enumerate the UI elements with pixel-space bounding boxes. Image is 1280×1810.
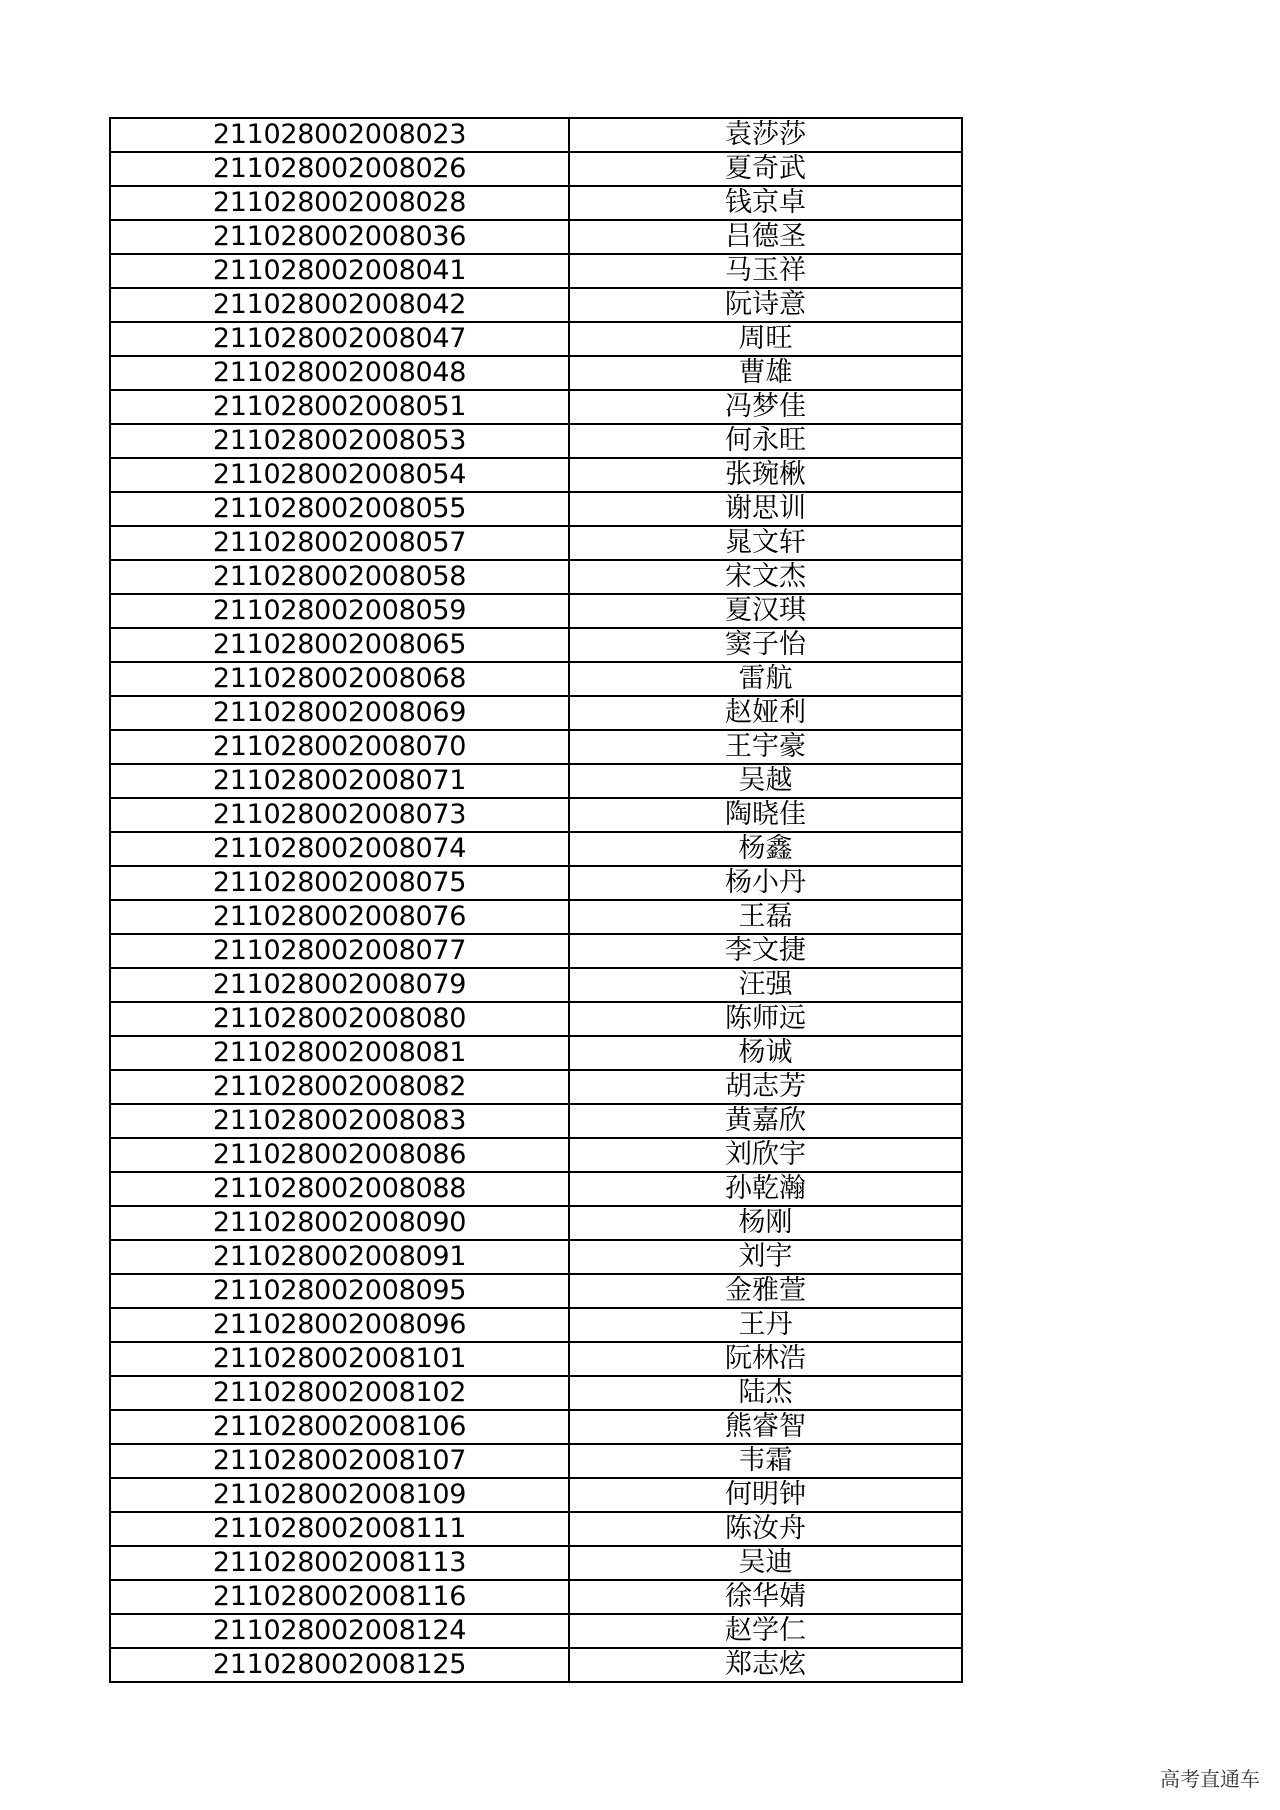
candidate-id-cell: 211028002008086	[110, 1138, 569, 1172]
candidate-name-cell: 何明钟	[569, 1478, 962, 1512]
candidate-name-cell: 刘宇	[569, 1240, 962, 1274]
table-row	[110, 322, 962, 356]
candidate-id-cell: 211028002008069	[110, 696, 569, 730]
table-row	[110, 526, 962, 560]
candidate-name-cell: 刘欣宇	[569, 1138, 962, 1172]
candidate-name-cell: 张琬楸	[569, 458, 962, 492]
roster-table-body	[110, 118, 962, 1682]
table-row	[110, 220, 962, 254]
candidate-id-cell: 211028002008081	[110, 1036, 569, 1070]
candidate-name-cell: 钱京卓	[569, 186, 962, 220]
candidate-id-cell: 211028002008111	[110, 1512, 569, 1546]
candidate-name-cell: 吕德圣	[569, 220, 962, 254]
candidate-id-cell: 211028002008054	[110, 458, 569, 492]
table-row	[110, 458, 962, 492]
candidate-name-cell: 熊睿智	[569, 1410, 962, 1444]
candidate-id-cell: 211028002008083	[110, 1104, 569, 1138]
table-row	[110, 1172, 962, 1206]
table-row	[110, 1546, 962, 1580]
table-row	[110, 254, 962, 288]
candidate-id-cell: 211028002008065	[110, 628, 569, 662]
candidate-name-cell: 徐华婧	[569, 1580, 962, 1614]
candidate-id-cell: 211028002008082	[110, 1070, 569, 1104]
table-row	[110, 934, 962, 968]
candidate-id-cell: 211028002008074	[110, 832, 569, 866]
table-row	[110, 866, 962, 900]
candidate-id-cell: 211028002008075	[110, 866, 569, 900]
candidate-id-cell: 211028002008023	[110, 118, 569, 152]
candidate-id-cell: 211028002008055	[110, 492, 569, 526]
candidate-name-cell: 阮林浩	[569, 1342, 962, 1376]
candidate-id-cell: 211028002008125	[110, 1648, 569, 1682]
candidate-name-cell: 陈师远	[569, 1002, 962, 1036]
table-row	[110, 118, 962, 152]
table-row	[110, 1444, 962, 1478]
candidate-id-cell: 211028002008079	[110, 968, 569, 1002]
candidate-name-cell: 阮诗意	[569, 288, 962, 322]
table-row	[110, 424, 962, 458]
candidate-name-cell: 陶晓佳	[569, 798, 962, 832]
candidate-name-cell: 杨诚	[569, 1036, 962, 1070]
candidate-name-cell: 赵学仁	[569, 1614, 962, 1648]
candidate-id-cell: 211028002008058	[110, 560, 569, 594]
table-row	[110, 662, 962, 696]
candidate-id-cell: 211028002008073	[110, 798, 569, 832]
table-row	[110, 832, 962, 866]
candidate-name-cell: 曹雄	[569, 356, 962, 390]
candidate-name-cell: 冯梦佳	[569, 390, 962, 424]
table-row	[110, 492, 962, 526]
table-row	[110, 1648, 962, 1682]
candidate-name-cell: 窦子怡	[569, 628, 962, 662]
candidate-id-cell: 211028002008116	[110, 1580, 569, 1614]
candidate-name-cell: 杨刚	[569, 1206, 962, 1240]
candidate-name-cell: 孙乾瀚	[569, 1172, 962, 1206]
table-row	[110, 1512, 962, 1546]
candidate-name-cell: 胡志芳	[569, 1070, 962, 1104]
candidate-id-cell: 211028002008113	[110, 1546, 569, 1580]
candidate-id-cell: 211028002008096	[110, 1308, 569, 1342]
candidate-name-cell: 李文捷	[569, 934, 962, 968]
candidate-name-cell: 王宇豪	[569, 730, 962, 764]
table-row	[110, 152, 962, 186]
candidate-name-cell: 郑志炫	[569, 1648, 962, 1682]
candidate-name-cell: 何永旺	[569, 424, 962, 458]
table-row	[110, 288, 962, 322]
candidate-name-cell: 赵娅利	[569, 696, 962, 730]
candidate-name-cell: 周旺	[569, 322, 962, 356]
candidate-id-cell: 211028002008102	[110, 1376, 569, 1410]
candidate-name-cell: 韦霜	[569, 1444, 962, 1478]
candidate-id-cell: 211028002008048	[110, 356, 569, 390]
table-row	[110, 1070, 962, 1104]
table-row	[110, 1206, 962, 1240]
candidate-id-cell: 211028002008068	[110, 662, 569, 696]
table-row	[110, 1002, 962, 1036]
table-row	[110, 356, 962, 390]
candidate-id-cell: 211028002008042	[110, 288, 569, 322]
table-row	[110, 560, 962, 594]
table-row	[110, 1138, 962, 1172]
candidate-name-cell: 吴越	[569, 764, 962, 798]
candidate-id-cell: 211028002008091	[110, 1240, 569, 1274]
table-row	[110, 1104, 962, 1138]
candidate-id-cell: 211028002008036	[110, 220, 569, 254]
table-row	[110, 1308, 962, 1342]
table-row	[110, 730, 962, 764]
candidate-id-cell: 211028002008041	[110, 254, 569, 288]
table-row	[110, 1410, 962, 1444]
table-row	[110, 390, 962, 424]
candidate-name-cell: 马玉祥	[569, 254, 962, 288]
candidate-id-cell: 211028002008077	[110, 934, 569, 968]
candidate-name-cell: 袁莎莎	[569, 118, 962, 152]
candidate-id-cell: 211028002008106	[110, 1410, 569, 1444]
candidate-id-cell: 211028002008057	[110, 526, 569, 560]
table-row	[110, 764, 962, 798]
candidate-name-cell: 宋文杰	[569, 560, 962, 594]
candidate-name-cell: 王丹	[569, 1308, 962, 1342]
candidate-id-cell: 211028002008109	[110, 1478, 569, 1512]
table-row	[110, 798, 962, 832]
candidate-name-cell: 陆杰	[569, 1376, 962, 1410]
candidate-name-cell: 陈汝舟	[569, 1512, 962, 1546]
candidate-name-cell: 夏汉琪	[569, 594, 962, 628]
candidate-name-cell: 夏奇武	[569, 152, 962, 186]
candidate-name-cell: 晁文轩	[569, 526, 962, 560]
candidate-id-cell: 211028002008053	[110, 424, 569, 458]
candidate-id-cell: 211028002008051	[110, 390, 569, 424]
table-row	[110, 1478, 962, 1512]
candidate-id-cell: 211028002008080	[110, 1002, 569, 1036]
candidate-id-cell: 211028002008059	[110, 594, 569, 628]
candidate-id-cell: 211028002008047	[110, 322, 569, 356]
table-row	[110, 696, 962, 730]
candidate-name-cell: 雷航	[569, 662, 962, 696]
candidate-id-cell: 211028002008088	[110, 1172, 569, 1206]
table-row	[110, 628, 962, 662]
candidate-id-cell: 211028002008090	[110, 1206, 569, 1240]
candidate-name-cell: 谢思训	[569, 492, 962, 526]
table-row	[110, 968, 962, 1002]
candidate-name-cell: 黄嘉欣	[569, 1104, 962, 1138]
table-row	[110, 1580, 962, 1614]
table-row	[110, 186, 962, 220]
candidate-id-cell: 211028002008095	[110, 1274, 569, 1308]
table-row	[110, 1342, 962, 1376]
candidate-id-cell: 211028002008070	[110, 730, 569, 764]
table-row	[110, 900, 962, 934]
table-row	[110, 1614, 962, 1648]
table-row	[110, 1036, 962, 1070]
roster-table	[109, 117, 963, 1683]
candidate-name-cell: 金雅萱	[569, 1274, 962, 1308]
candidate-id-cell: 211028002008026	[110, 152, 569, 186]
candidate-id-cell: 211028002008124	[110, 1614, 569, 1648]
table-row	[110, 1274, 962, 1308]
candidate-id-cell: 211028002008107	[110, 1444, 569, 1478]
candidate-name-cell: 汪强	[569, 968, 962, 1002]
table-row	[110, 1376, 962, 1410]
candidate-name-cell: 杨小丹	[569, 866, 962, 900]
table-row	[110, 594, 962, 628]
candidate-name-cell: 杨鑫	[569, 832, 962, 866]
candidate-name-cell: 王磊	[569, 900, 962, 934]
candidate-id-cell: 211028002008076	[110, 900, 569, 934]
table-row	[110, 1240, 962, 1274]
candidate-id-cell: 211028002008028	[110, 186, 569, 220]
candidate-name-cell: 吴迪	[569, 1546, 962, 1580]
candidate-id-cell: 211028002008071	[110, 764, 569, 798]
candidate-id-cell: 211028002008101	[110, 1342, 569, 1376]
watermark-text: 高考直通车	[1160, 1767, 1260, 1791]
